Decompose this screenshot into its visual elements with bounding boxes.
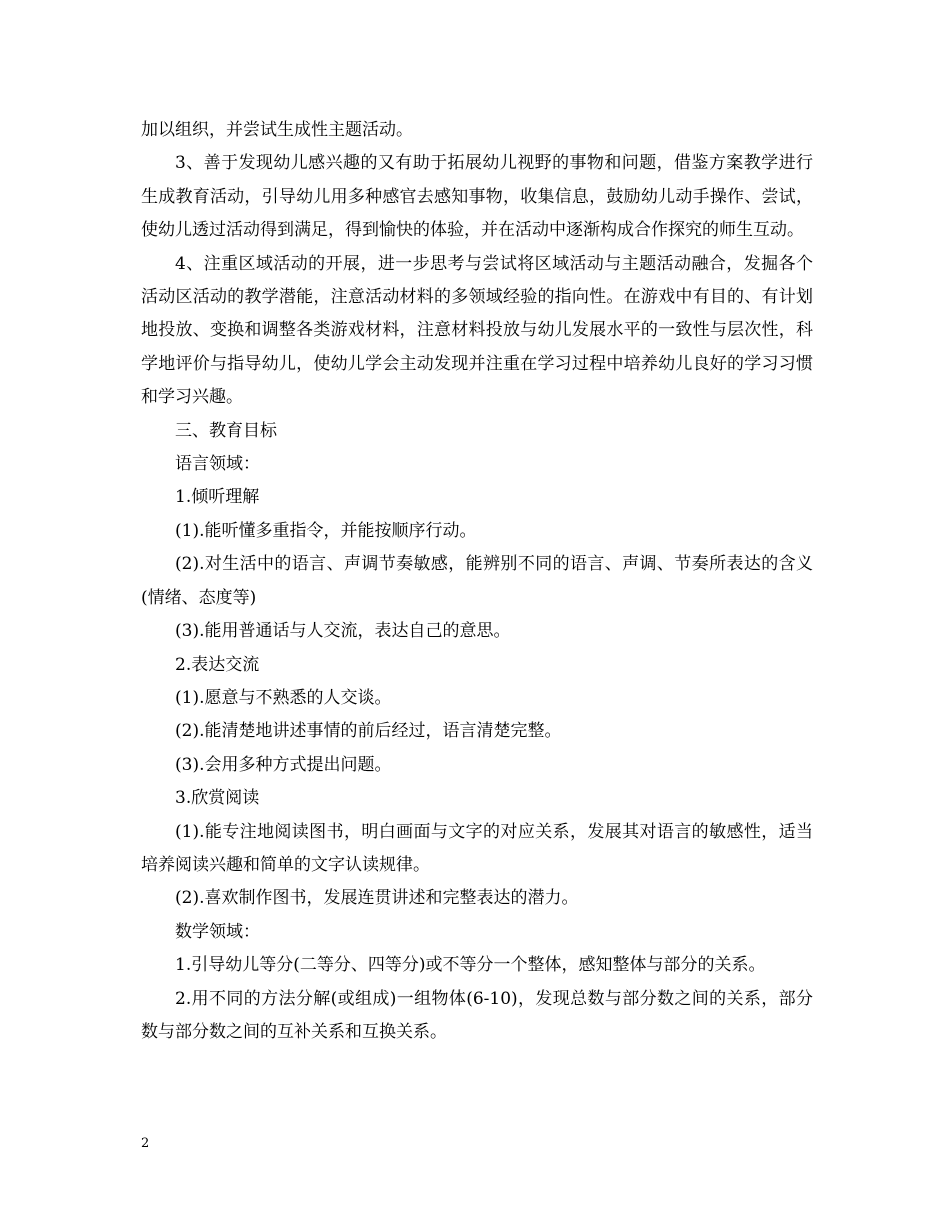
page-number: 2 — [141, 1136, 150, 1151]
list-item: (1).愿意与不熟悉的人交谈。 — [175, 687, 392, 708]
list-item: 2.用不同的方法分解(或组成)一组物体(6-10)，发现总数与部分数之间的关系，部分数与部分数之间的互补关系和互换关系。 — [141, 988, 813, 1042]
list-item: (3).会用多种方式提出问题。 — [175, 754, 392, 775]
list-item: (2).喜欢制作图书，发展连贯讲述和完整表达的潜力。 — [175, 888, 579, 909]
section-heading-education-goals: 三、教育目标 — [175, 420, 277, 441]
list-item: (1).能听懂多重指令，并能按顺序行动。 — [175, 520, 477, 541]
subheading-expression: 2.表达交流 — [175, 654, 260, 675]
paragraph-intro-continuation: 加以组织，并尝试生成性主题活动。 — [141, 120, 413, 140]
subheading-listening: 1.倾听理解 — [175, 487, 260, 508]
list-item: (3).能用普通话与人交流，表达自己的意思。 — [175, 621, 511, 642]
subheading-reading: 3.欣赏阅读 — [175, 788, 260, 809]
list-item: 1.引导幼儿等分(二等分、四等分)或不等分一个整体，感知整体与部分的关系。 — [175, 955, 766, 976]
document-body — [141, 114, 813, 1049]
paragraph-item-3: 3、善于发现幼儿感兴趣的又有助于拓展幼儿视野的事物和问题，借鉴方案教学进行生成教育活动，引导幼儿用多种感官去感知事物，收集信息，鼓励幼儿动手操作、尝试，使幼儿透过活动得到满足，得到愉快的体验，并在活动中逐渐构成合作探究的师生互动。 — [141, 153, 813, 241]
list-item: (2).对生活中的语言、声调节奏敏感，能辨别不同的语言、声调、节奏所表达的含义(情绪、态度等) — [141, 554, 813, 608]
list-item: (2).能清楚地讲述事情的前后经过，语言清楚完整。 — [175, 721, 562, 742]
list-item: (1).能专注地阅读图书，明白画面与文字的对应关系，发展其对语言的敏感性，适当培养阅读兴趣和简单的文字认读规律。 — [141, 821, 813, 875]
paragraph-item-4: 4、注重区域活动的开展，进一步思考与尝试将区域活动与主题活动融合，发掘各个活动区活动的教学潜能，注意活动材料的多领域经验的指向性。在游戏中有目的、有计划地投放、变换和调整各类游戏材料，注意材料投放与幼儿发展水平的一致性与层次性，科学地评价与指导幼儿，使幼儿学会主动发现并注重在学习过程中培养幼儿良好的学习习惯和学习兴趣。 — [141, 253, 813, 408]
subheading-language-domain: 语言领域： — [175, 454, 260, 475]
subheading-math-domain: 数学领域： — [175, 921, 260, 942]
